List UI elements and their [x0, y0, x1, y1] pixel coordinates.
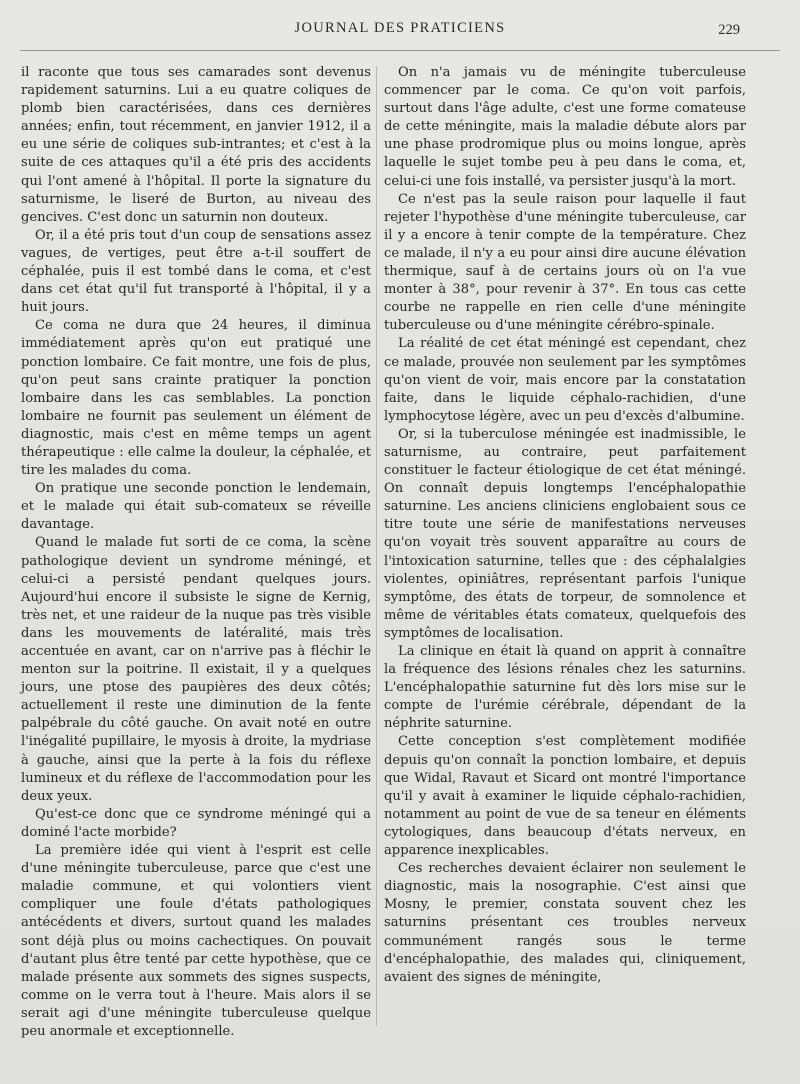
running-title: JOURNAL DES PRATICIENS	[294, 20, 506, 36]
paragraph: Cette conception s'est complètement modifiée depuis qu'on connaît la ponction lombaire, et depuis que Widal, Ravaut et Sicard ont montré l'importance qu'il y avait à examiner le liquide céphalo-rachidien, notamment au point de vue de sa teneur en éléments cytologiques, dans beaucoup d'états nerveux, en apparence inexplicables.	[384, 734, 746, 859]
paragraph: Ce coma ne dura que 24 heures, il diminua immédiatement après qu'on eut pratiqué une ponction lombaire. Ce fait montre, une fois de plus, qu'on peut sans crainte pratiquer la ponction lombaire dans les cas semblables. La ponction lombaire ne fournit pas seulement un élément de diagnostic, mais c'est en même temps un agent thérapeutique : elle calme la douleur, la céphalée, et tire les malades du coma.	[21, 318, 371, 479]
paragraph: Qu'est-ce donc que ce syndrome méningé qui a dominé l'acte morbide?	[21, 806, 371, 840]
paragraph: il raconte que tous ses camarades sont devenus rapidement saturnins. Lui a eu quatre coliques de plomb bien caractérisées, dans ces dernières années; enfin, tout récemment, en janvier 1912, il a eu une série de coliques sub-intrantes; et c'est à la suite de ces attaques qu'il a été pris des accidents qui l'ont amené à l'hôpital. Il porte la signature du saturnisme, le liseré de Burton, au niveau des gencives. C'est donc un saturnin non douteux.	[21, 65, 371, 225]
paragraph: Ce n'est pas la seule raison pour laquelle il faut rejeter l'hypothèse d'une méningite tuberculeuse, car il y a encore à tenir compte de la température. Chez ce malade, il n'y a eu pour ainsi dire aucune élévation thermique, sauf à de certains jours où on l'a vue monter à 38°, pour revenir à 37°. En tous cas cette courbe ne rappelle en rien celle d'une méningite tuberculeuse ou d'une méningite cérébro-spinale.	[384, 191, 746, 334]
paragraph: Or, si la tuberculose méningée est inadmissible, le saturnisme, au contraire, peut parfaitement constituer le facteur étiologique de cet état méningé. On connaît depuis longtemps l'encéphalopathie saturnine. Les anciens cliniciens englobaient sous ce titre toute une série de manifestations nerveuses qu'on voyait très souvent apparaître au cours de l'intoxication saturnine, telles que : des céphalalgies violentes, opiniâtres, représentant parfois l'unique symptôme, des états de torpeur, de somnolence et même de véritables états comateux, quelquefois des symptômes de localisation.	[384, 426, 746, 641]
paragraph: On n'a jamais vu de méningite tuberculeuse commencer par le coma. Ce qu'on voit parfois, surtout dans l'âge adulte, c'est une forme comateuse de cette méningite, mais la maladie débute alors par une phase prodromique plus ou moins longue, après laquelle le sujet tombe peu à peu dans le coma, et, celui-ci une fois installé, va persister jusqu'à la mort.	[384, 65, 746, 189]
page-number: 229	[718, 22, 740, 38]
paragraph: Quand le malade fut sorti de ce coma, la scène pathologique devient un syndrome méningé, et celui-ci a persisté pendant quelques jours. Aujourd'hui encore il subsiste le signe de Kernig, très net, et une raideur de la nuque pas très visible dans les mouvements de latéralité, mais très accentuée en avant, car on n'arrive pas à fléchir le menton sur la poitrine. Il existait, il y a quelques jours, une ptose des paupières des deux côtés; actuellement il reste une diminution de la fente palpébrale du côté gauche. On avait noté en outre l'inégalité pupillaire, le myosis à droite, la mydriase à gauche, ainsi que la perte à la fois du réflexe lumineux et du réflexe de l'accommodation pour les deux yeux.	[21, 535, 371, 804]
paragraph: Ces recherches devaient éclairer non seulement le diagnostic, mais la nosographie. C'est ainsi que Mosny, le premier, constata souvent chez les saturnins présentant ces troubles nerveux communément rangés sous le terme d'encéphalopathie, des malades qui, cliniquement, avaient des signes de méningite,	[384, 861, 746, 985]
paragraph: La clinique en était là quand on apprit à connaître la fréquence des lésions rénales chez les saturnins. L'encéphalopathie saturnine fut dès lors mise sur le compte de l'urémie cérébrale, dépendant de la néphrite saturnine.	[384, 644, 746, 732]
paragraph: La première idée qui vient à l'esprit est celle d'une méningite tuberculeuse, parce que c'est une maladie commune, et qui volontiers vient compliquer une foule d'états pathologiques antécédents et divers, surtout quand les malades sont déjà plus ou moins cachectiques. On pouvait d'autant plus être tenté par cette hypothèse, que ce malade présente aux sommets des signes suspects, comme on le verra tout à l'heure. Mais alors il se serait agi d'une méningite tuberculeuse quelque peu anormale et exceptionnelle.	[21, 843, 371, 1039]
header-divider	[20, 50, 780, 51]
paragraph: Or, il a été pris tout d'un coup de sensations assez vagues, de vertiges, peut être a-t-il souffert de céphalée, puis il est tombé dans le coma, et c'est dans cet état qu'il fut transporté à l'hôpital, il y a huit jours.	[21, 227, 371, 316]
page-header	[20, 18, 780, 44]
paragraph: La réalité de cet état méningé est cependant, chez ce malade, prouvée non seulement par les symptômes qu'on vient de voir, mais encore par la constatation faite, dans le liquide céphalo-rachidien, d'une lymphocytose légère, avec un peu d'excès d'albumine.	[384, 336, 746, 424]
left-column	[21, 64, 371, 1041]
paragraph: On pratique une seconde ponction le lendemain, et le malade qui était sub-comateux se réveille davantage.	[21, 481, 371, 533]
column-divider	[376, 66, 377, 1026]
right-column	[384, 64, 746, 987]
